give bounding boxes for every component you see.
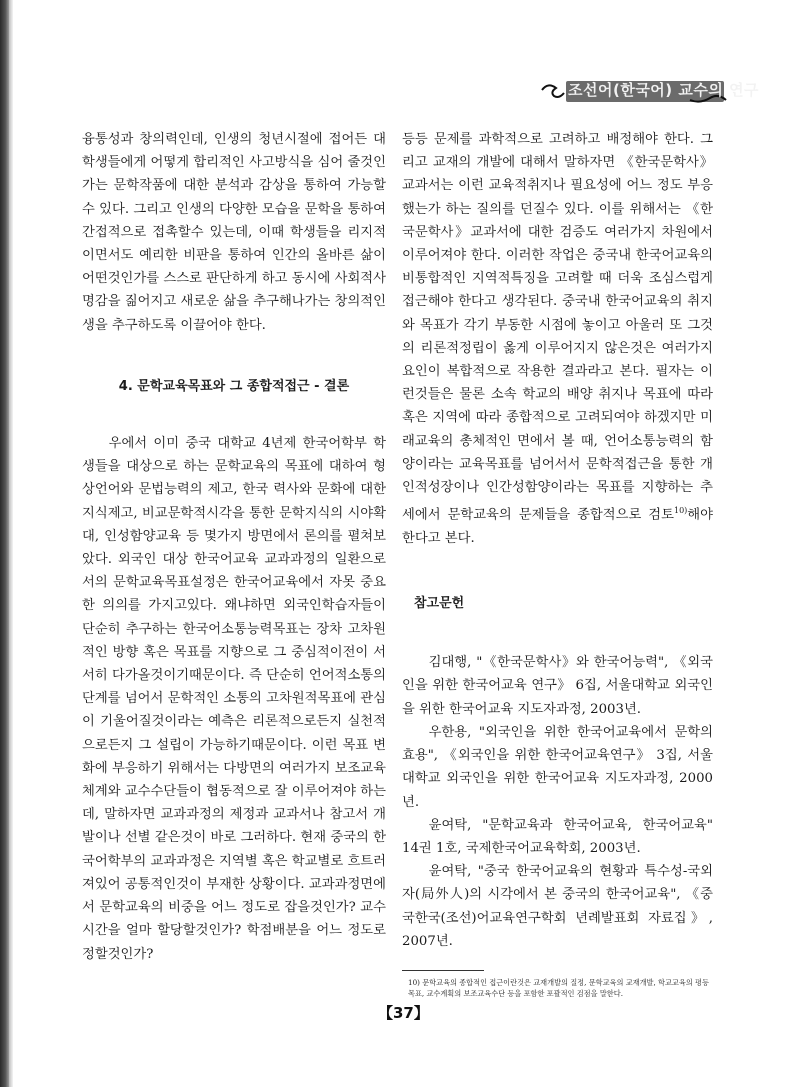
- paragraph-text-before-note: 등등 문제를 과학적으로 고려하고 배정해야 한다. 그리고 교재의 개발에 대해서 말하자면 《한국문학사》교과서는 이런 교육적취지나 필요성에 어느 정도 부응했는가 하는 질의를 던질수 있다. 이를 위해서는 《한국문학사》교과서에 대한 검증도 여러가지 차원에서 이루어져야 한다. 이러한 작업은 중국내 한국어교육의 비통합적인 지역적특징을 고려할 때 더욱 조심스럽게 접근해야 한다고 생각된다. 중국내 한국어교육의 취지와 목표가 각기 부동한 시점에 놓이고 아울러 또 그것의 리론적정립이 옳게 이루어지지 않은것은 여러가지 요인이 복합적으로 작용한 결과라고 본다. 필자는 이런것들은 물론 소속 학교의 배양 취지나 목표에 따라 혹은 지역에 따라 종합적으로 고려되여야 하겠지만 미래교육의 총체적인 면에서 볼 때, 언어소통능력의 함양이라는 교육목표를 넘어서서 문학적접근을 통한 개인적성장이나 인간성함양이라는 목표를 지향하는 추세에서 문학교육의 문제들을 종합적으로 검토: [402, 132, 713, 523]
- footnote-divider: [402, 970, 484, 971]
- intro-paragraph: 융통성과 창의력인데, 인생의 청년시절에 접어든 대학생들에게 어떻게 합리적인 사고방식을 심어 줄것인가는 문학작품에 대한 분석과 감상을 통하여 가능할수 있다. 그리고 인생의 다양한 모습을 문학을 통하여 간접적으로 접촉할수 있는데, 이때 학생들을 리지적이면서도 예리한 비판을 통하여 인간의 올바른 삶이 어떤것인가를 스스로 판단하게 하고 동시에 사회적사명감을 짊어지고 새로운 삶을 추구해나가는 창의적인생을 추구하도록 이끌어야 한다.: [82, 132, 386, 333]
- reference-entry: 윤여탁, "문학교육과 한국어교육, 한국어교육" 14권 1호, 국제한국어교육학회, 2003년.: [402, 817, 713, 856]
- book-spine-highlight: [9, 0, 13, 1087]
- footnote-text: 10) 문학교육의 종합적인 접근이란것은 교재개발의 질정, 문학교육의 교재개발, 학교교육의 평등목표, 교수계획의 보조교육수단 등을 포함한 포괄적인 검점을 말한다.: [408, 978, 709, 998]
- references-heading: 참고문헌: [414, 596, 465, 612]
- book-spine-shadow: [0, 0, 9, 1087]
- conclusion-paragraph: 우에서 이미 중국 대학교 4년제 한국어학부 학생들을 대상으로 하는 문학교육의 목표에 대하여 형상언어와 문법능력의 제고, 한국 력사와 문화에 대한 지식제고, 비교문학적시각을 통한 문학지식의 시야확대, 인성함양교육 등 몇가지 방면에서 론의를 펼쳐보았다. 외국인 대상 한국어교육 교과과정의 일환으로서의 문학교육목표설정은 한국어교육에서 자못 중요한 의의를 가지고있다. 왜냐하면 외국인학습자들이 단순히 추구하는 한국어소통능력목표는 장차 고차원적인 방향 혹은 목표를 지향으로 그 중심적이전이 서서히 다가올것이기때문이다. 즉 단순히 언어적소통의 단계를 넘어서 문학적인 소통의 고차원적목표에 관심이 기울어질것이라는 예측은 리론적으로든지 실천적으로든지 그 설립이 가능하기때문이다. 이런 목표 변화에 부응하기 위해서는 다방면의 여러가지 보조교육체계와 교수수단들이 협동적으로 잘 이루어져야 하는데, 말하자면 교과과정의 제정과 교과서나 참고서 개발이나 선별 같은것이 바로 그러하다. 현재 중국의 한국어학부의 교과과정은 지역별 혹은 학교별로 흐트러져있어 공통적인것이 부재한 상황이다. 교과과정면에서 문학교육의 비중을 어느 정도로 잡을것인가? 교수시간을 얼마 할당할것인가? 학점배분을 어느 정도로 정할것인가?: [82, 436, 386, 962]
- left-column: [82, 128, 386, 966]
- page-number: 【37】: [378, 1004, 429, 1022]
- section-heading: 4. 문학교육목표와 그 종합적접근 - 결론: [118, 378, 350, 394]
- right-column: [402, 128, 713, 953]
- reference-entry: 윤여탁, "중국 한국어교육의 현황과 특수성-국외자(局外人)의 시각에서 본 중국의 한국어교육", 《중국한국(조선)어교육연구학회 년례발표회 자료집》, 2007년.: [402, 864, 713, 949]
- reference-entry: 우한용, "외국인을 위한 한국어교육에서 문학의 효용", 《외국인을 위한 한국어교육연구》 3집, 서울대학교 외국인을 위한 한국어교육 지도자과정, 2000년.: [402, 724, 713, 810]
- reference-entry: 김대행, "《한국문학사》와 한국어능력", 《외국인을 위한 한국어교육 연구》 6집, 서울대학교 외국인을 위한 한국어교육 지도자과정, 2003년.: [402, 655, 713, 717]
- paragraph-text-after-note: 해야 한다고 본다.: [402, 507, 713, 546]
- conclusion-continuation-paragraph: [402, 128, 713, 550]
- footnote-reference[interactable]: 10): [673, 506, 688, 516]
- running-header-title: 조선어(한국어) 교수의 연구: [568, 81, 760, 99]
